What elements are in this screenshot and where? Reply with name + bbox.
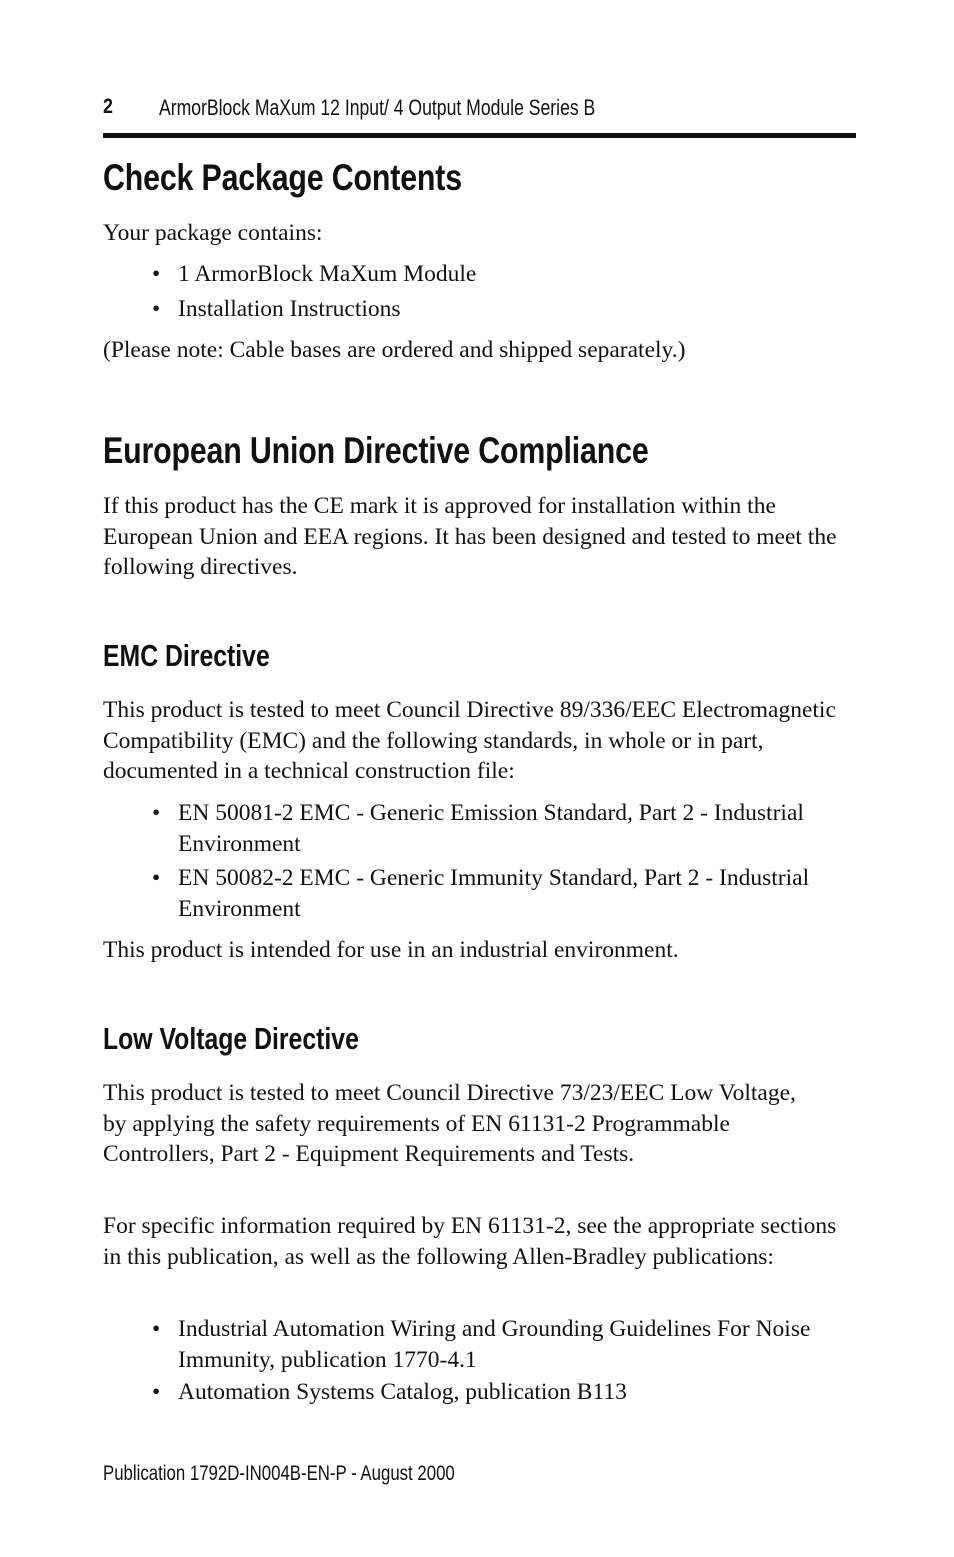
lvd-list: [152, 1314, 842, 1408]
page-number: 2: [103, 95, 113, 118]
package-list: [152, 259, 812, 324]
list-item: • 1 ArmorBlock MaXum Module: [152, 259, 812, 290]
emc-list: [152, 798, 812, 924]
lvd-heading: Low Voltage Directive: [103, 1021, 359, 1056]
list-item: • EN 50081-2 EMC - Generic Emission Standard, Part 2 - Industrial Environment: [152, 800, 804, 857]
emc-body: This product is tested to meet Council Directive 89/336/EEC Electromagnetic Compatibility (EMC) and the following standards, in whole or in part, documented in a technical construction file:: [103, 697, 836, 784]
package-note: (Please note: Cable bases are ordered and shipped separately.): [103, 337, 686, 363]
lvd-body-2: For specific information required by EN 61131-2, see the appropriate sections in this publication, as well as the following Allen-Bradley publications:: [103, 1213, 837, 1270]
eu-body: If this product has the CE mark it is approved for installation within the European Union and EEA regions. It has been designed and tested to meet the following directives.: [103, 493, 837, 580]
header-rule: [103, 133, 856, 138]
list-item: • EN 50082-2 EMC - Generic Immunity Standard, Part 2 - Industrial Environment: [152, 865, 810, 922]
page-header: [103, 95, 855, 123]
bullet-icon: •: [152, 261, 161, 287]
package-intro: Your package contains:: [103, 220, 323, 246]
publication-footer: Publication 1792D-IN004B-EN-P - August 2000: [103, 1462, 455, 1485]
lvd-body-1: This product is tested to meet Council Directive 73/23/EEC Low Voltage, by applying the safety requirements of EN 61131-2 Programmable Controllers, Part 2 - Equipment Requirements and Tests.: [103, 1080, 796, 1167]
list-item: • Industrial Automation Wiring and Grounding Guidelines For Noise Immunity, publication 1770-4.1: [152, 1316, 811, 1373]
running-title: ArmorBlock MaXum 12 Input/ 4 Output Module Series B: [159, 95, 596, 120]
eu-heading: European Union Directive Compliance: [103, 430, 649, 471]
emc-heading: EMC Directive: [103, 638, 270, 673]
bullet-icon: •: [152, 1379, 161, 1405]
package-heading: Check Package Contents: [103, 157, 462, 198]
list-item: • Automation Systems Catalog, publication B113: [152, 1377, 842, 1408]
list-item: • Installation Instructions: [152, 294, 812, 325]
bullet-icon: •: [152, 295, 161, 322]
bullet-icon: •: [152, 865, 161, 891]
emc-closing: This product is intended for use in an industrial environment.: [103, 937, 679, 963]
bullet-icon: •: [152, 800, 161, 826]
bullet-icon: •: [152, 1316, 161, 1342]
